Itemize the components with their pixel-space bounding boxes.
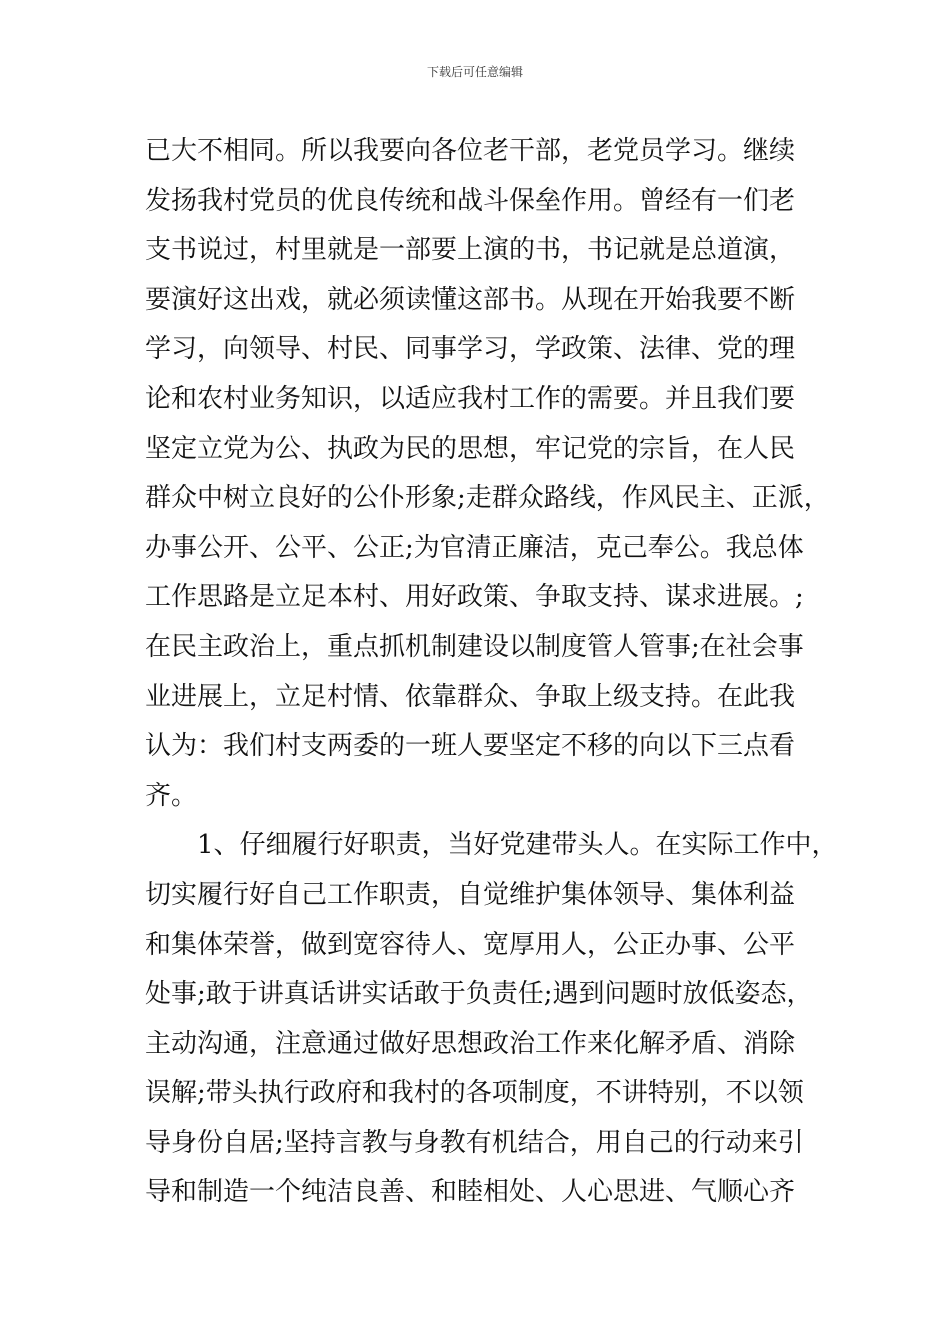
body-line: 认为：我们村支两委的一班人要坚定不移的向以下三点看 [145,731,796,762]
body-line: 群众中树立良好的公仆形象;走群众路线，作风民主、正派， [145,483,830,514]
body-line: 主动沟通，注意通过做好思想政治工作来化解矛盾、消除 [145,1028,796,1059]
body-line: 导和制造一个纯洁良善、和睦相处、人心思进、气顺心齐 [145,1177,796,1208]
body-line: 齐。 [145,780,198,811]
body-line: 支书说过，村里就是一部要上演的书，书记就是总道演， [145,235,796,266]
body-line: 误解;带头执行政府和我村的各项制度，不讲特别，不以领 [145,1078,804,1109]
document-body [145,127,838,1218]
body-line: 坚定立党为公、执政为民的思想，牢记党的宗旨，在人民 [145,433,796,464]
body-line: 已大不相同。所以我要向各位老干部，老党员学习。继续 [145,136,796,166]
body-line: 工作思路是立足本村、用好政策、争取支持、谋求进展。; [145,582,804,613]
body-line: 办事公开、公平、公正;为官清正廉洁，克己奉公。我总体 [145,532,804,563]
body-line: 切实履行好自己工作职责，自觉维护集体领导、集体利益 [145,879,796,910]
body-line: 和集体荣誉，做到宽容待人、宽厚用人，公正办事、公平 [145,929,796,960]
body-line: 1、仔细履行好职责，当好党建带头人。在实际工作中， [145,830,838,861]
body-line: 论和农村业务知识，以适应我村工作的需要。并且我们要 [145,383,796,414]
body-line: 处事;敢于讲真话讲实话敢于负责任;遇到问题时放低姿态， [145,979,813,1010]
page-header: 下载后可任意编辑 [426,65,523,79]
body-line: 业进展上，立足村情、依靠群众、争取上级支持。在此我 [145,681,796,712]
body-line: 学习，向领导、村民、同事学习，学政策、法律、党的理 [145,334,796,365]
body-line: 导身份自居;坚持言教与身教有机结合，用自己的行动来引 [145,1127,804,1158]
body-line: 发扬我村党员的优良传统和战斗保垒作用。曾经有一们老 [145,185,796,216]
body-line: 要演好这出戏，就必须读懂这部书。从现在开始我要不断 [145,284,796,315]
body-line: 在民主政治上，重点抓机制建设以制度管人管事;在社会事 [145,631,804,662]
